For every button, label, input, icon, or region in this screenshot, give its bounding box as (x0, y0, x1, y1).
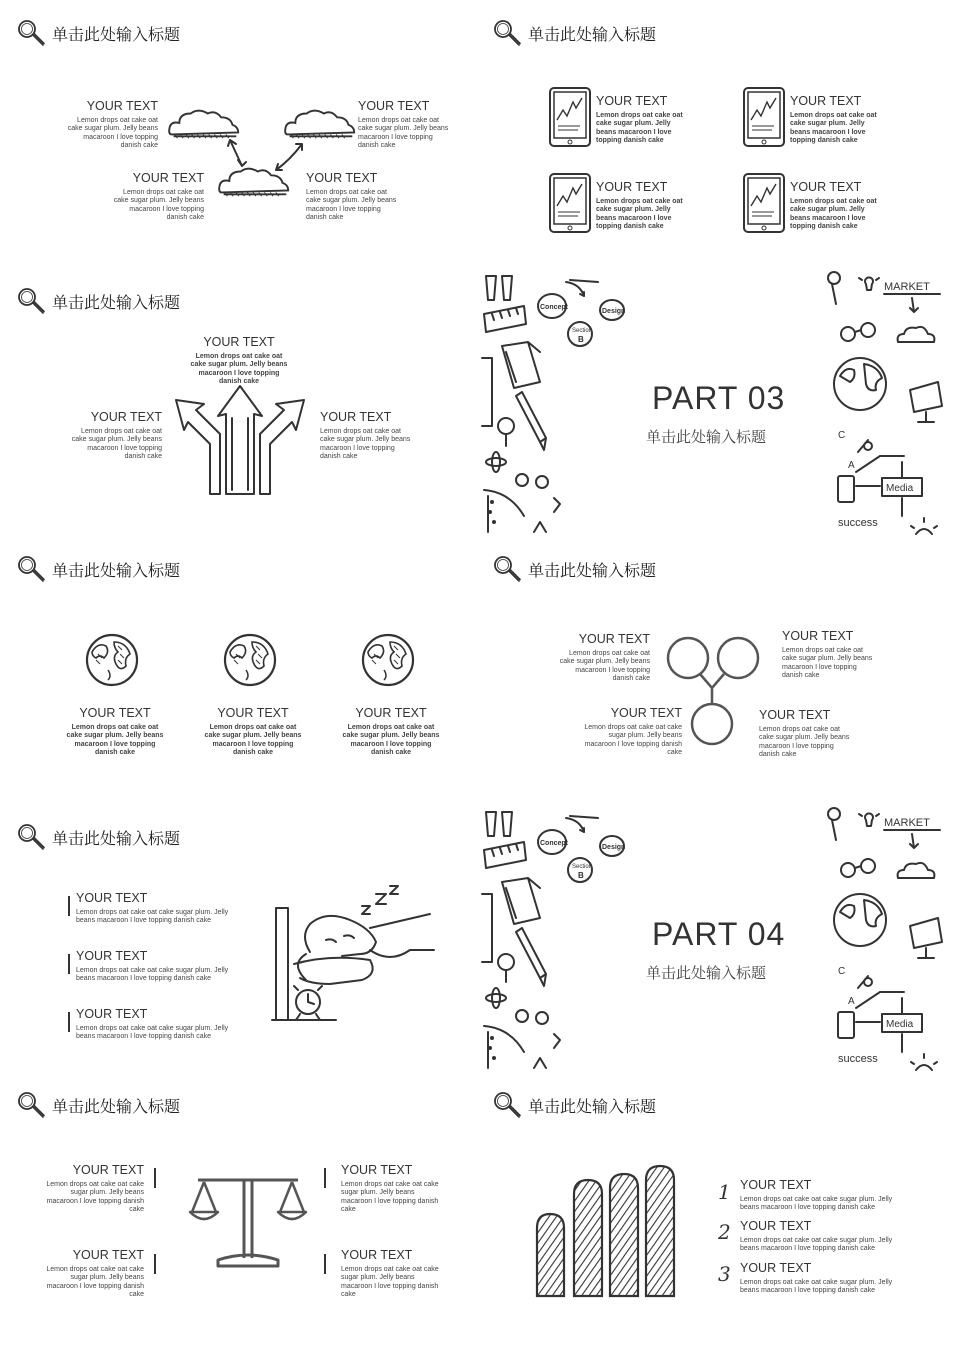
divider (324, 1168, 326, 1188)
text-block: YOUR TEXT Lemon drops oat cake oat cake sugar plum. Jelly beans macaroon I love topping danish cake (790, 180, 877, 230)
slide-tablets (476, 0, 950, 266)
magnifier-icon (16, 18, 46, 48)
section-label: Section (572, 864, 593, 870)
design-label: Design (602, 844, 626, 851)
part-title: PART 03 (652, 380, 786, 416)
magnifier-icon (492, 554, 522, 584)
slide-title: 单击此处输入标题 (492, 18, 656, 48)
slide-part-04 (476, 804, 950, 1070)
magnifier-icon (16, 1090, 46, 1120)
b-label: B (578, 335, 584, 344)
text-block: YOUR TEXT Lemon drops oat cake oat cake sugar plum. Jelly beans macaroon I love topping danish cake (342, 706, 440, 756)
magnifier-icon (492, 1090, 522, 1120)
b-label: B (578, 871, 584, 880)
text-block: YOUR TEXT Lemon drops oat cake oat cake sugar plum. Jelly beans macaroon I love topping danish cake (71, 410, 162, 460)
success-label: success (838, 517, 878, 529)
text-block: YOUR TEXT Lemon drops oat cake oat cake sugar plum. Jelly beans macaroon I love topping danish cake (740, 1219, 893, 1252)
design-label: Design (602, 308, 626, 315)
slide-arrows (0, 268, 474, 534)
a-label: A (848, 996, 855, 1007)
text-block: YOUR TEXT Lemon drops oat cake oat cake sugar plum. Jelly beans macaroon I love topping danish cake (76, 949, 229, 982)
tablet-chart-icon (548, 86, 592, 148)
slide-three-circles (476, 536, 950, 802)
text-block: YOUR TEXT Lemon drops oat cake oat cake sugar plum. Jelly beans macaroon I love topping danish cake (76, 1007, 229, 1040)
text-block: YOUR TEXT Lemon drops oat cake oat cake sugar plum. Jelly beans macaroon I love topping danish cake (46, 1163, 144, 1213)
sleeping-person-icon (270, 884, 436, 1024)
tablet-chart-icon (742, 86, 786, 148)
doodle-right-icon (828, 808, 950, 1072)
globe-icon (222, 632, 278, 688)
part-subtitle: 单击此处输入标题 (646, 428, 767, 446)
globe-icon (84, 632, 140, 688)
divider (68, 896, 70, 916)
text-block: YOUR TEXT Lemon drops oat cake oat cake sugar plum. Jelly beans macaroon I love topping danish cake (113, 171, 204, 221)
text-block: YOUR TEXT Lemon drops oat cake oat cake sugar plum. Jelly beans macaroon I love topping danish cake (341, 1163, 439, 1213)
text-block: YOUR TEXT Lemon drops oat cake oat cake sugar plum. Jelly beans macaroon I love topping danish cake (782, 629, 873, 679)
market-label: MARKET (884, 817, 930, 829)
concept-label: Concept (540, 840, 568, 847)
text-block: YOUR TEXT Lemon drops oat cake oat cake sugar plum. Jelly beans macaroon I love topping danish cake (341, 1248, 439, 1298)
text-block: YOUR TEXT Lemon drops oat cake oat cake sugar plum. Jelly beans macaroon I love topping danish cake (596, 180, 683, 230)
text-block: YOUR TEXT Lemon drops oat cake oat cake sugar plum. Jelly beans macaroon I love topping danish cake (320, 410, 411, 460)
text-block: YOUR TEXT Lemon drops oat cake oat cake sugar plum. Jelly beans macaroon I love topping danish cake (76, 891, 229, 924)
text-block: YOUR TEXT Lemon drops oat cake oat cake sugar plum. Jelly beans macaroon I love topping danish cake (596, 94, 683, 144)
divider (68, 1012, 70, 1032)
text-block: YOUR TEXT Lemon drops oat cake oat cake sugar plum. Jelly beans macaroon I love topping danish cake (204, 706, 302, 756)
slide-bars (476, 1072, 950, 1338)
text-block: YOUR TEXT Lemon drops oat cake oat cake sugar plum. Jelly beans macaroon I love topping danish cake (559, 632, 650, 682)
divider (154, 1168, 156, 1188)
magnifier-icon (16, 286, 46, 316)
text-block: YOUR TEXT Lemon drops oat cake oat cake sugar plum. Jelly beans macaroon I love topping danish cake (759, 708, 850, 758)
media-label: Media (886, 1019, 914, 1030)
text-block: YOUR TEXT Lemon drops oat cake oat cake sugar plum. Jelly beans macaroon I love topping danish cake (67, 99, 158, 149)
slide-sleeping (0, 804, 474, 1070)
concept-label: Concept (540, 304, 568, 311)
part-subtitle: 单击此处输入标题 (646, 964, 767, 982)
magnifier-icon (492, 18, 522, 48)
slide-title: 单击此处输入标题 (16, 554, 180, 584)
divider (324, 1254, 326, 1274)
arrows-icon (220, 136, 310, 176)
text-block: YOUR TEXT Lemon drops oat cake oat cake sugar plum. Jelly beans macaroon I love topping danish cake (306, 171, 397, 221)
media-label: Media (886, 483, 914, 494)
slide-scale (0, 1072, 474, 1338)
market-label: MARKET (884, 281, 930, 293)
text-block: YOUR TEXT Lemon drops oat cake oat cake sugar plum. Jelly beans macaroon I love topping danish cake (66, 706, 164, 756)
slide-clouds (0, 0, 474, 266)
slide-title: 单击此处输入标题 (16, 286, 180, 316)
number-2: 2 (718, 1220, 731, 1244)
a-label: A (848, 460, 855, 471)
scale-icon (188, 1170, 308, 1280)
c-label: C (838, 966, 846, 977)
part-title: PART 04 (652, 916, 786, 952)
doodle-right-icon (828, 272, 950, 536)
globe-icon (360, 632, 416, 688)
magnifier-icon (16, 822, 46, 852)
doodle-left-icon (480, 272, 626, 536)
slide-title: 单击此处输入标题 (16, 822, 180, 852)
slide-title: 单击此处输入标题 (16, 18, 180, 48)
magnifier-icon (16, 554, 46, 584)
arrows-icon (170, 384, 310, 496)
slide-title: 单击此处输入标题 (16, 1090, 180, 1120)
section-label: Section (572, 328, 593, 334)
doodle-left-icon (480, 808, 626, 1072)
text-block: YOUR TEXT Lemon drops oat cake oat cake sugar plum. Jelly beans macaroon I love topping danish cake (740, 1261, 893, 1294)
slide-part-03 (476, 268, 950, 534)
slide-title: 单击此处输入标题 (492, 554, 656, 584)
slide-title: 单击此处输入标题 (492, 1090, 656, 1120)
text-block: YOUR TEXT Lemon drops oat cake oat cake sugar plum. Jelly beans macaroon I love topping danish cake (584, 706, 682, 756)
c-label: C (838, 430, 846, 441)
divider (68, 954, 70, 974)
hatched-bars-icon (534, 1164, 684, 1298)
tablet-chart-icon (548, 172, 592, 234)
text-block: YOUR TEXT Lemon drops oat cake oat cake sugar plum. Jelly beans macaroon I love topping danish cake (358, 99, 449, 149)
number-1: 1 (718, 1180, 731, 1204)
slide-globes (0, 536, 474, 802)
text-block: YOUR TEXT Lemon drops oat cake oat cake sugar plum. Jelly beans macaroon I love topping danish cake (46, 1248, 144, 1298)
text-block: YOUR TEXT Lemon drops oat cake oat cake sugar plum. Jelly beans macaroon I love topping danish cake (740, 1178, 893, 1211)
tablet-chart-icon (742, 172, 786, 234)
number-3: 3 (718, 1262, 731, 1286)
text-block: YOUR TEXT Lemon drops oat cake oat cake sugar plum. Jelly beans macaroon I love topping danish cake (190, 335, 288, 385)
success-label: success (838, 1053, 878, 1065)
text-block: YOUR TEXT Lemon drops oat cake oat cake sugar plum. Jelly beans macaroon I love topping danish cake (790, 94, 877, 144)
divider (154, 1254, 156, 1274)
